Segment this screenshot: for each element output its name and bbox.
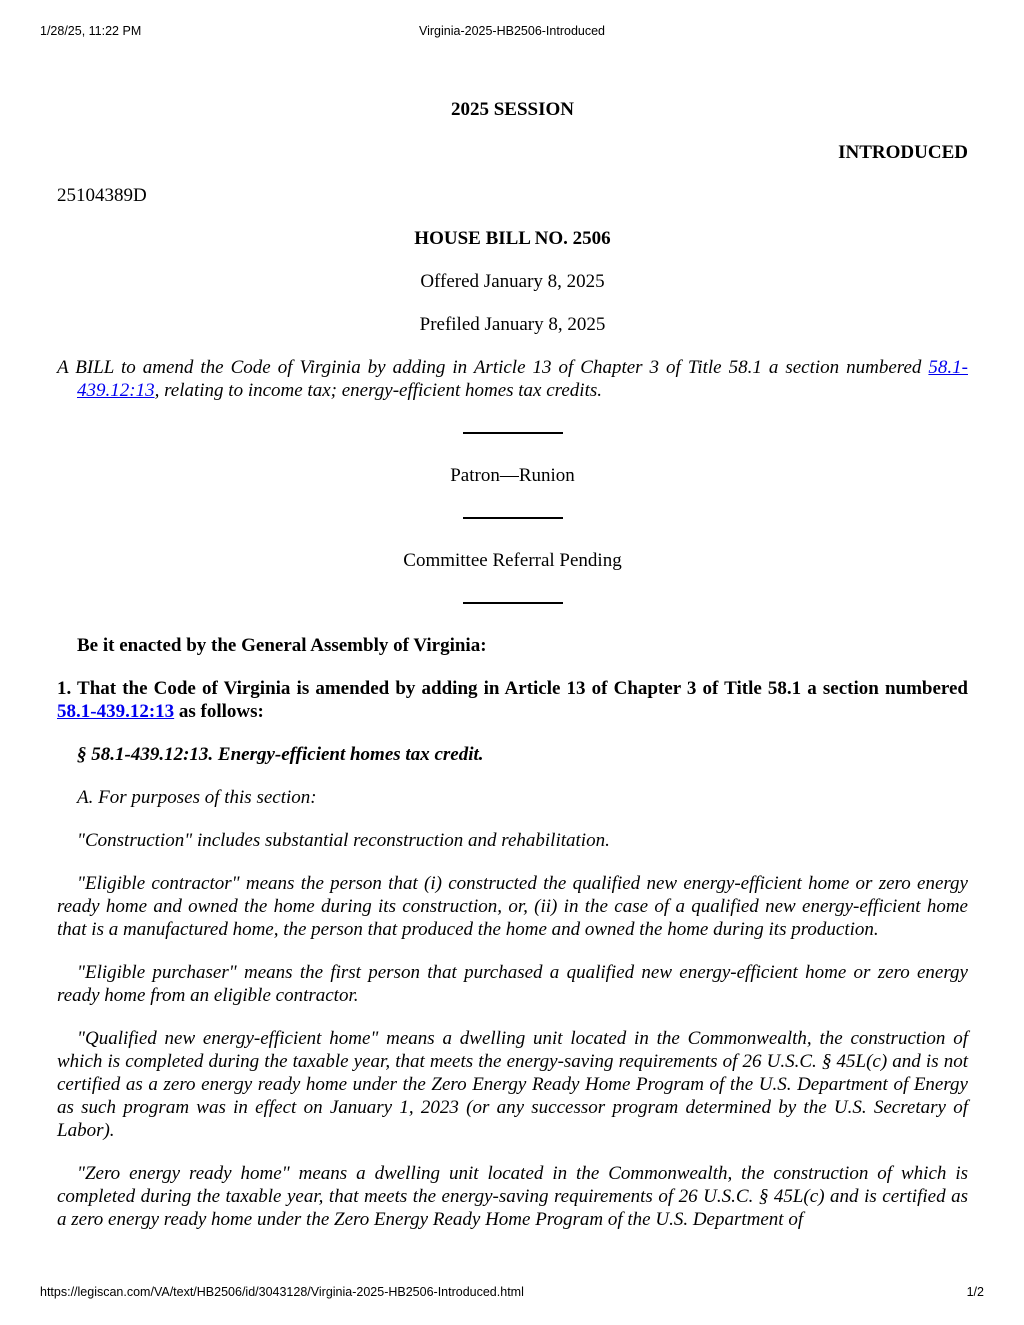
print-header [0,24,1024,44]
definition-paragraph: "Construction" includes substantial reconstruction and rehabilitation. [77,830,610,851]
bill-title-text-end: , relating to income tax; energy-efficient homes tax credits. [154,380,602,401]
definition-paragraph: "Zero energy ready home" means a dwelling unit located in the Commonwealth, the construction of which is completed during the taxable year, that meets the energy-saving requirements of 26 U.S.C. § 45L(c) and is certified as a zero energy ready home under the Zero Energy Ready Home Program of the U.S. Department of [57,1163,968,1230]
code-section-link[interactable]: 58.1-439.12:13 [77,357,968,401]
bill-title-text: A BILL to amend the Code of Virginia by adding in Article 13 of Chapter 3 of Title 58.1 a section numbered [57,357,929,378]
patron: Patron—Runion [450,465,575,486]
page-number: 1/2 [966,1285,984,1299]
definition-paragraph: "Qualified new energy-efficient home" means a dwelling unit located in the Commonwealth, the construction of which is completed during the taxable year, that meets the energy-saving requirements of 26 U.S.C. § 45L(c) and is not certified as a zero energy ready home under the Zero Energy Ready Home Program of the U.S. Department of Energy as such program was in effect on January 1, 2023 (or any successor program determined by the U.S. Secretary of Labor). [57,1028,968,1141]
enacting-clause: Be it enacted by the General Assembly of Virginia: [77,635,487,656]
bill-title [57,356,968,402]
definition-paragraph: "Eligible contractor" means the person that (i) constructed the qualified new energy-efficient home or zero energy ready home and owned the home during its construction, or, (ii) in the case of a qualified new energy-efficient home that is a manufactured home, the person that produced the home and owned the home during its production. [57,873,968,940]
section-link[interactable]: 58.1-439.12:13 [57,701,175,722]
status-label: INTRODUCED [838,142,968,163]
divider [463,517,563,519]
bill-document [57,98,968,1231]
divider [463,602,563,604]
definitions-intro: A. For purposes of this section: [77,787,317,808]
divider [463,432,563,434]
print-datetime: 1/28/25, 11:22 PM [40,24,142,38]
prefiled-date: Prefiled January 8, 2025 [419,314,606,335]
print-footer [0,1285,1024,1305]
section-1 [57,677,968,723]
print-title: Virginia-2025-HB2506-Introduced [419,24,605,38]
bill-number: HOUSE BILL NO. 2506 [414,228,611,249]
session-label: 2025 SESSION [450,99,575,120]
offered-date: Offered January 8, 2025 [420,271,605,292]
committee-referral: Committee Referral Pending [403,550,622,571]
lis-number: 25104389D [57,185,147,206]
section-1-text-end: as follows: [174,701,264,722]
definition-paragraph: "Eligible purchaser" means the first person that purchased a qualified new energy-efficient home or zero energy ready home from an eligible contractor. [57,962,968,1006]
print-url: https://legiscan.com/VA/text/HB2506/id/3043128/Virginia-2025-HB2506-Introduced.html [40,1285,524,1299]
section-heading: § 58.1-439.12:13. Energy-efficient homes tax credit. [77,744,484,765]
section-1-text: 1. That the Code of Virginia is amended by adding in Article 13 of Chapter 3 of Title 58.1 a section numbered [57,678,968,699]
